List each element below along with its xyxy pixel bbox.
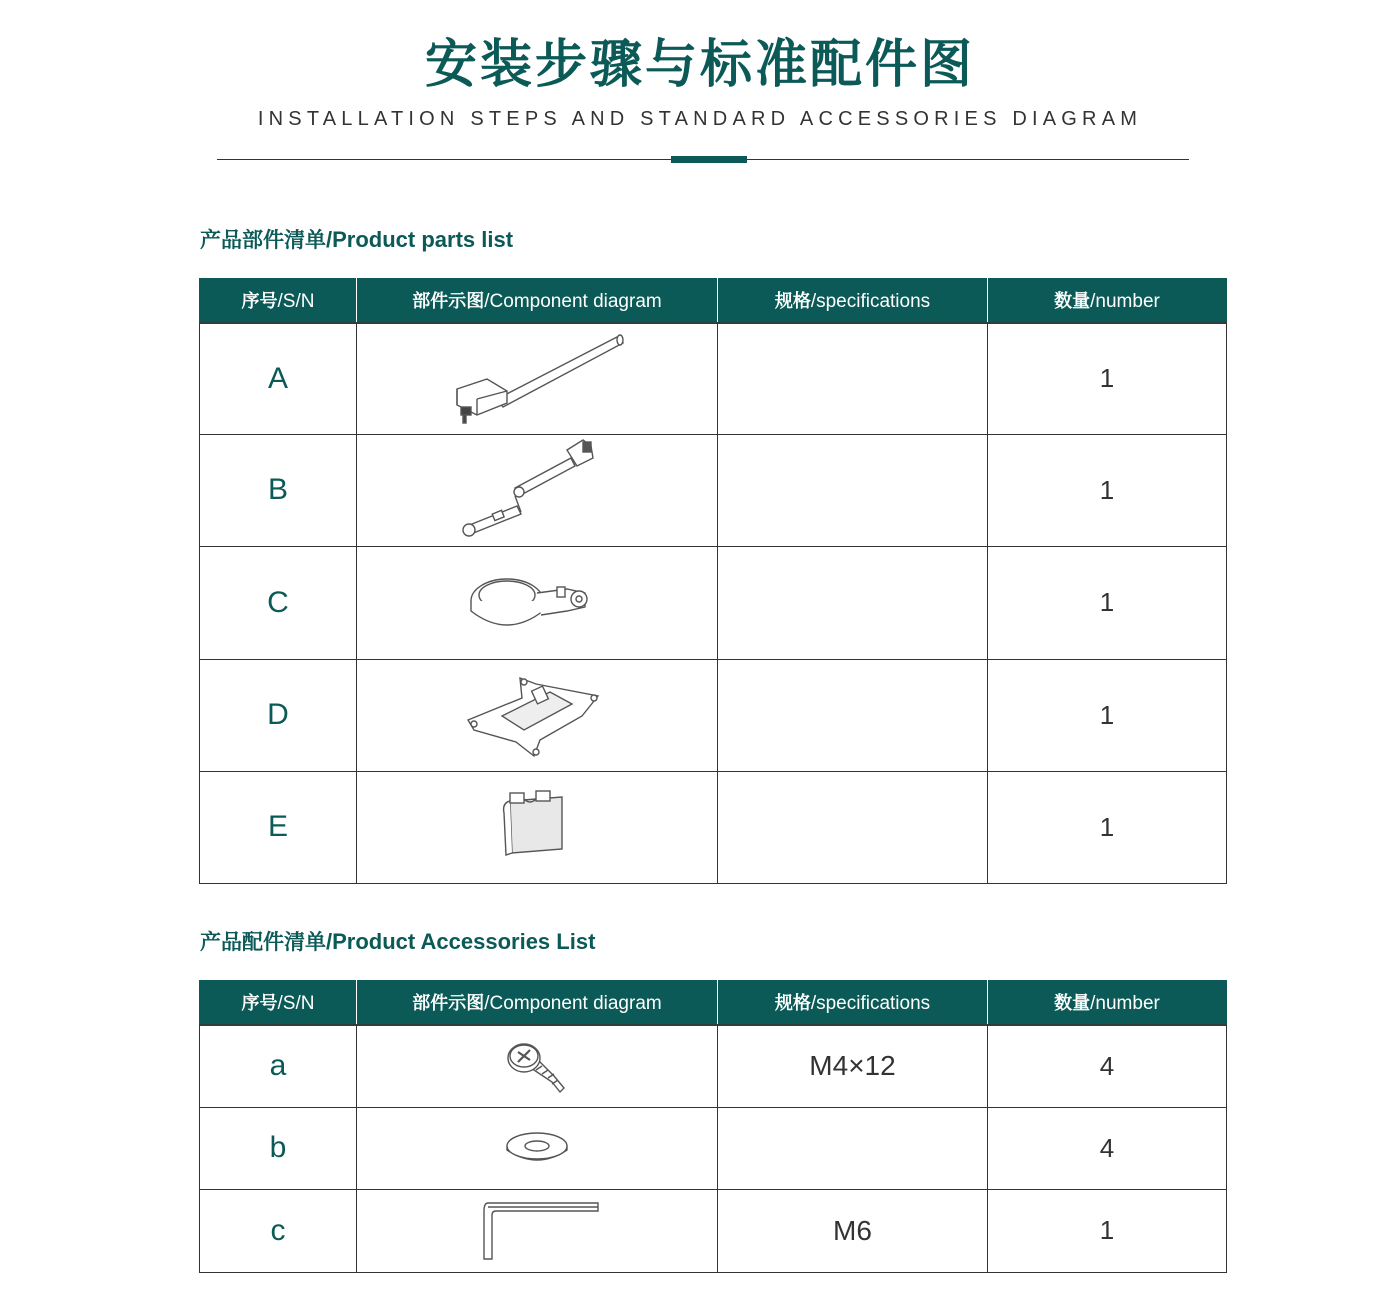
table-row (200, 323, 1227, 434)
column-header-number: 数量/number (988, 278, 1227, 323)
parts-table (199, 278, 1227, 884)
pole-clamp-ring-icon (467, 563, 607, 643)
row-spec (718, 771, 988, 883)
column-header-sn: 序号/S/N (200, 980, 357, 1025)
column-header-diagram: 部件示图/Component diagram (357, 980, 718, 1025)
vesa-plate-icon (462, 670, 612, 760)
table-row (200, 1107, 1227, 1189)
row-sn: B (200, 434, 357, 546)
row-sn: D (200, 659, 357, 771)
component-diagram (357, 771, 718, 883)
table-row (200, 434, 1227, 546)
component-diagram (357, 1025, 718, 1107)
column-header-sn: 序号/S/N (200, 278, 357, 323)
row-sn: b (200, 1107, 357, 1189)
accessories-table (199, 980, 1227, 1273)
row-sn: c (200, 1189, 357, 1272)
page-subtitle: INSTALLATION STEPS AND STANDARD ACCESSORIES DIAGRAM (257, 108, 1143, 130)
page-title: 安装步骤与标准配件图 (424, 35, 975, 95)
row-quantity: 1 (988, 771, 1227, 883)
row-spec (718, 1107, 988, 1189)
component-diagram (357, 323, 718, 434)
row-sn: C (200, 546, 357, 659)
row-quantity: 1 (988, 434, 1227, 546)
title-divider-accent (671, 156, 747, 163)
component-diagram (357, 1107, 718, 1189)
cable-clip-icon (492, 789, 582, 865)
row-spec: M4×12 (718, 1025, 988, 1107)
column-header-spec: 规格/specifications (718, 278, 988, 323)
articulating-arm-icon (437, 436, 637, 544)
row-quantity: 1 (988, 323, 1227, 434)
column-header-spec: 规格/specifications (718, 980, 988, 1025)
accessories-list-title: 产品配件清单/Product Accessories List (200, 929, 596, 954)
component-diagram (357, 434, 718, 546)
row-spec: M6 (718, 1189, 988, 1272)
table-row (200, 546, 1227, 659)
row-quantity: 1 (988, 1189, 1227, 1272)
column-header-number: 数量/number (988, 980, 1227, 1025)
row-spec (718, 546, 988, 659)
table-row (200, 1025, 1227, 1107)
row-quantity: 4 (988, 1107, 1227, 1189)
row-quantity: 4 (988, 1025, 1227, 1107)
table-header-row (200, 980, 1227, 1025)
column-header-diagram: 部件示图/Component diagram (357, 278, 718, 323)
table-row (200, 1189, 1227, 1272)
gas-spring-pole-icon (437, 329, 637, 429)
row-sn: a (200, 1025, 357, 1107)
parts-list-title: 产品部件清单/Product parts list (200, 227, 514, 252)
row-spec (718, 434, 988, 546)
table-row (200, 659, 1227, 771)
component-diagram (357, 659, 718, 771)
row-quantity: 1 (988, 546, 1227, 659)
screw-icon (502, 1036, 572, 1096)
component-diagram (357, 1189, 718, 1272)
table-row (200, 771, 1227, 883)
row-quantity: 1 (988, 659, 1227, 771)
allen-key-icon (472, 1199, 602, 1263)
component-diagram (357, 546, 718, 659)
washer-icon (502, 1128, 572, 1168)
row-spec (718, 659, 988, 771)
row-sn: A (200, 323, 357, 434)
table-header-row (200, 278, 1227, 323)
row-sn: E (200, 771, 357, 883)
row-spec (718, 323, 988, 434)
